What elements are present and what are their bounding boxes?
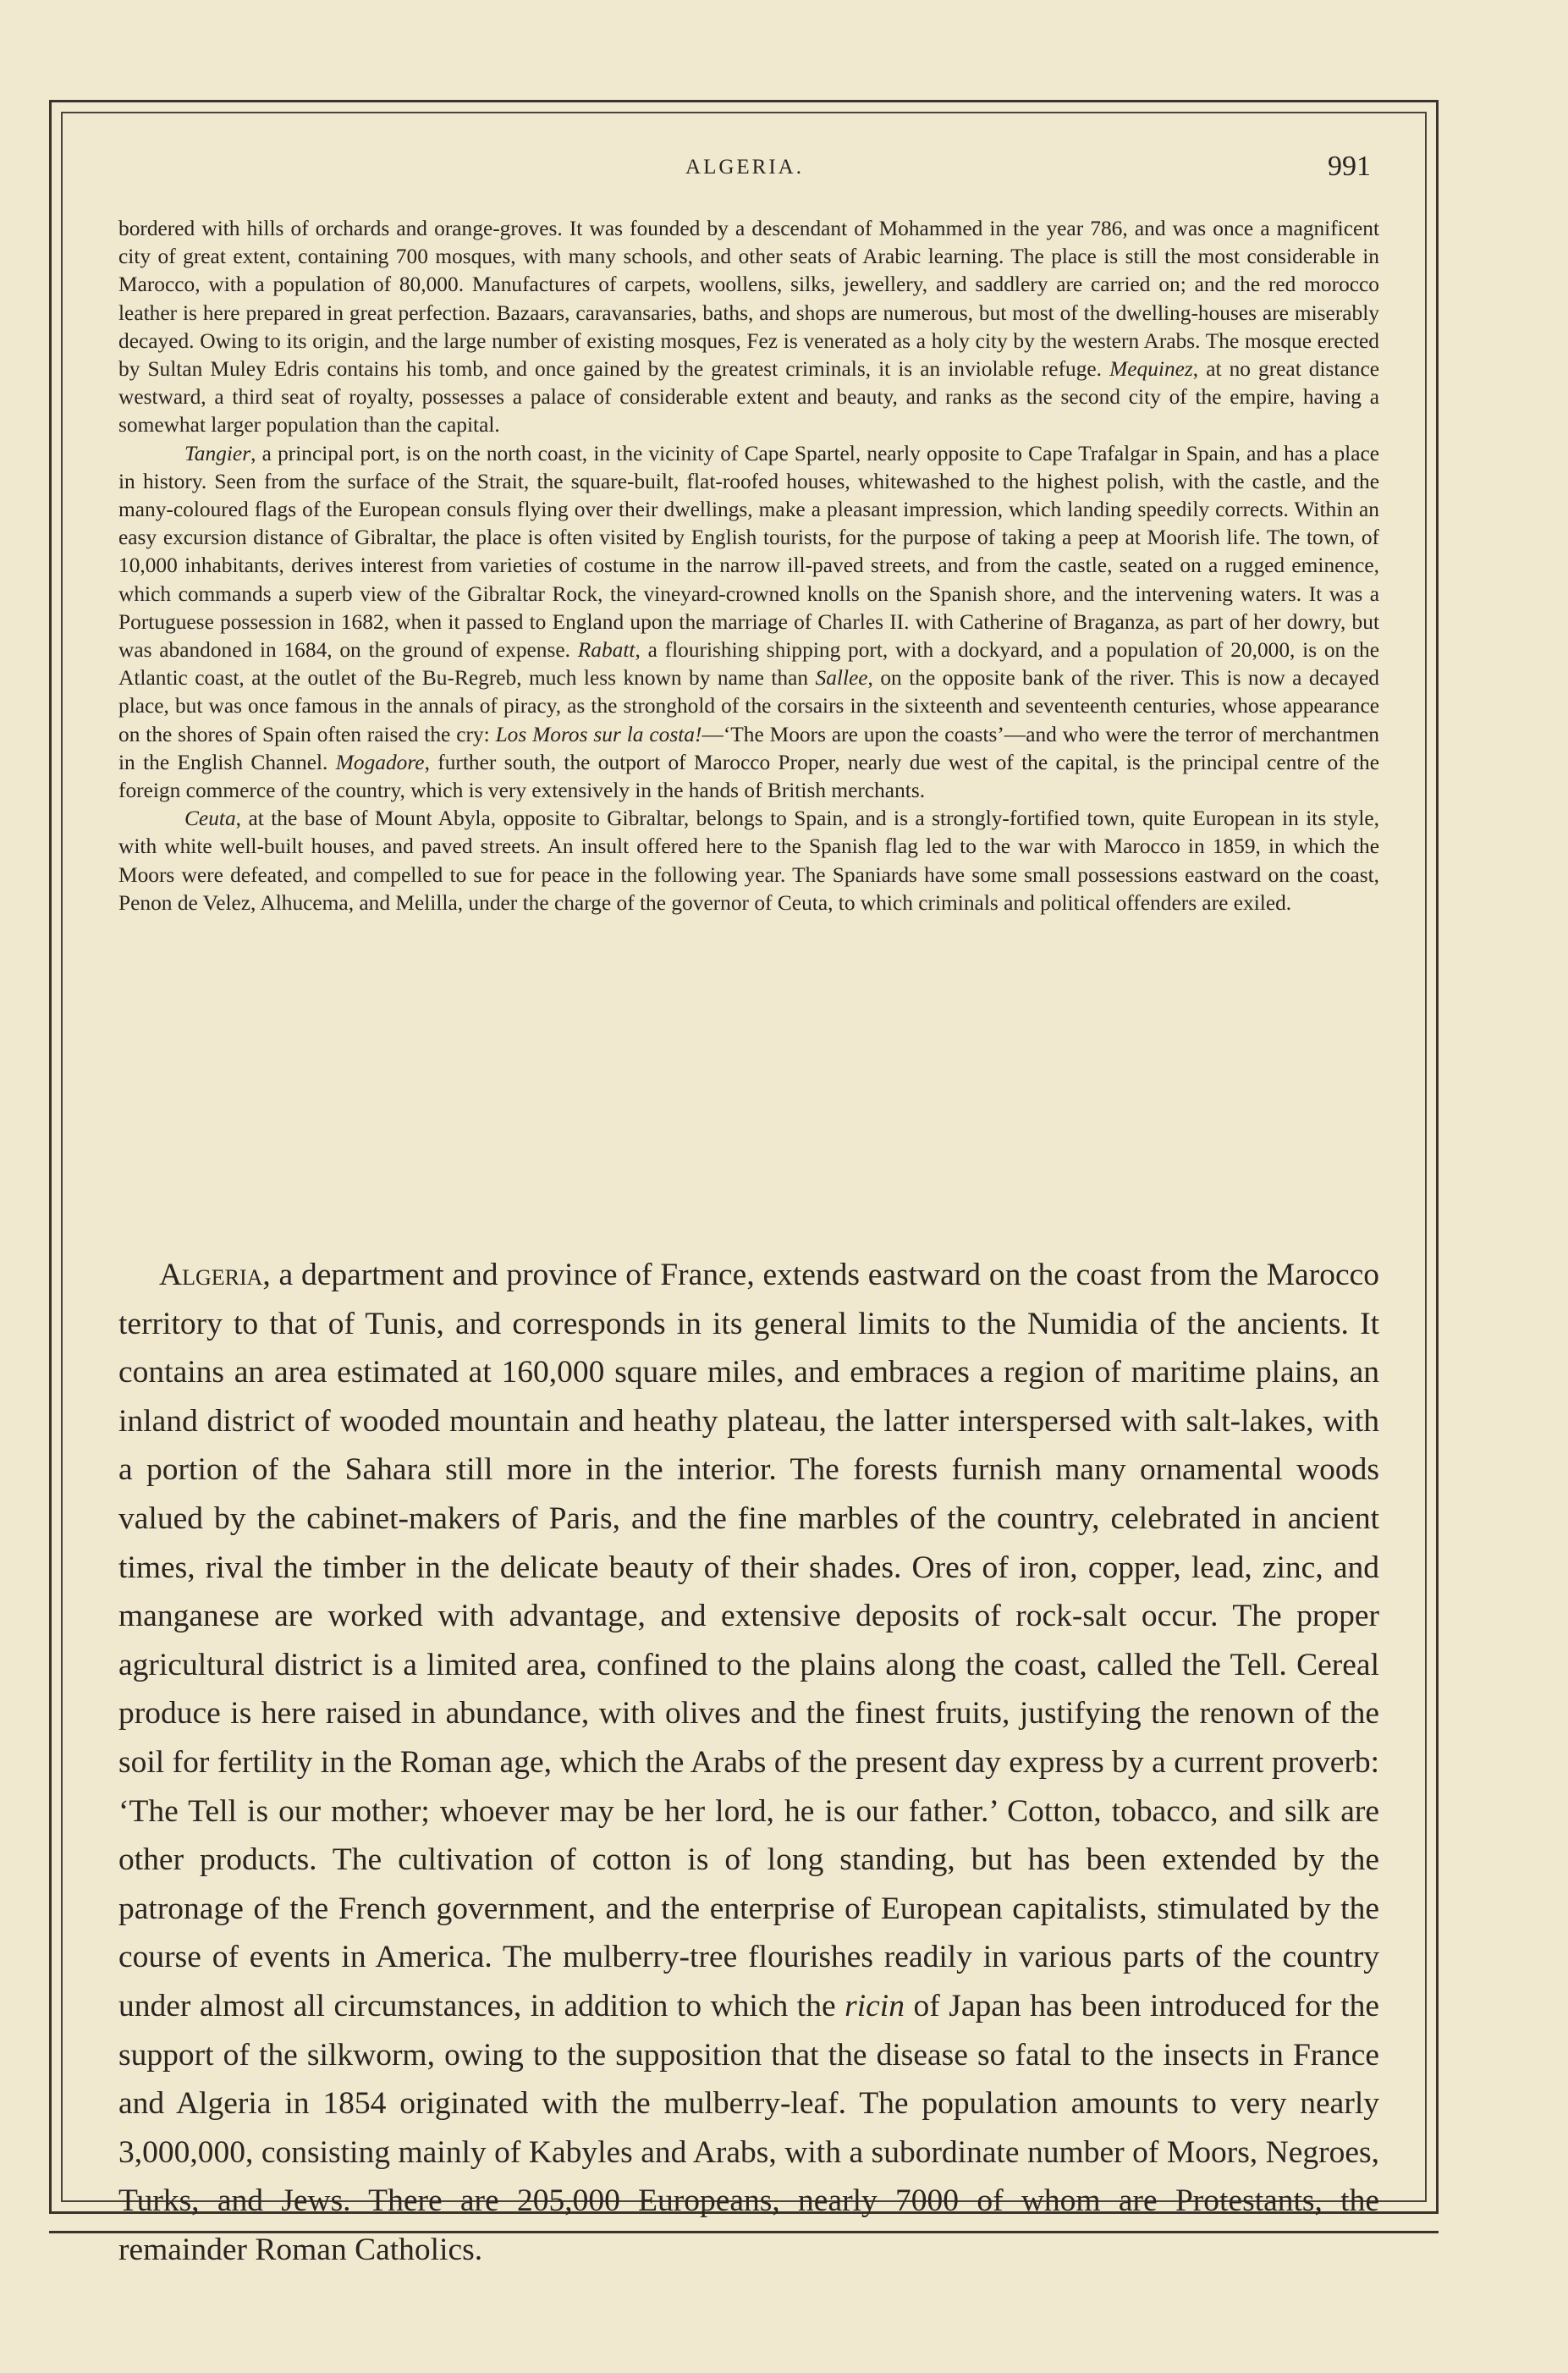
place-name-rabatt: Rabatt [577, 638, 635, 663]
place-name-tangier: Tangier [184, 441, 251, 465]
text-run: , at the base of Mount Abyla, opposite to Gibraltar, belongs to Spain, and is a strongly-fortified town, quite European in its style, with white well-built houses, and paved streets. An insult offered here to the Spanish flag led to the war with Marocco in 1859, in which the Moors were defeated, and compelled to sue for peace in the following year. The Spaniards have some small possessions eastward on the coast, Penon de Velez, Alhucema, and Melilla, under the charge of the governor of Ceuta, to which criminals and political offenders are exiled. [118, 807, 1379, 915]
page-number: 991 [1328, 151, 1371, 182]
text-run: bordered with hills of orchards and orange-groves. It was founded by a descendant of Mohammed in the year 786, and was once a magnificent city of great extent, containing 700 mosques, with many schools, and other seats of Arabic learning. The place is still the most considerable in Marocco, with a population of 80,000. Manufactures of carpets, woollens, silks, jewellery, and saddlery are carried on; and the red morocco leather is here prepared in great perfection. Bazaars, caravansaries, baths, and shops are numerous, but most of the dwelling-houses are miserably decayed. Owing to its origin, and the large number of existing mosques, Fez is venerated as a holy city by the western Arabs. The mosque erected by Sultan Muley Edris contains his tomb, and once gained by the greatest criminals, it is an inviolable refuge. [118, 217, 1379, 382]
paragraph-algeria [118, 1251, 1379, 2274]
place-name-mogadore: Mogadore [335, 750, 425, 774]
term-ricin: ricin [845, 1988, 905, 2023]
algeria-section [118, 1251, 1379, 2274]
text-run: , a principal port, is on the north coast, in the vicinity of Cape Spartel, nearly opposite to Cape Trafalgar in Spain, and has a place in history. Seen from the surface of the Strait, the square-built, flat-roofed houses, whitewashed to the highest polish, with the castle, and the many-coloured flags of the European consuls flying over their dwellings, make a pleasant impression, which landing speedily corrects. Within an easy excursion distance of Gibraltar, the place is often visited by English tourists, for the purpose of taking a peep at Moorish life. The town, of 10,000 inhabitants, derives interest from varieties of costume in the narrow ill-paved streets, and from the castle, seated on a rugged eminence, which commands a superb view of the Gibraltar Rock, the vineyard-crowned knolls on the Spanish shore, and the intervening waters. It was a Portuguese possession in 1682, when it passed to England upon the marriage of Charles II. with Catherine of Braganza, as part of her dowry, but was abandoned in 1684, on the ground of expense. [118, 441, 1379, 663]
text-run: , at no great distance westward, a third seat of royalty, possesses a palace of considerable extent and beauty, and ranks as the second city of the empire, having a somewhat larger population than the capital. [118, 357, 1379, 438]
small-print-section [118, 215, 1379, 917]
running-title: ALGERIA. [685, 156, 804, 179]
paragraph-tangier [118, 440, 1379, 806]
paragraph-fez [118, 215, 1379, 440]
text-run: , a department and province of France, extends eastward on the coast from the Marocco territory to that of Tunis, and corresponds in its general limits to the Numidia of the ancients. It contains an area estimated at 160,000 square miles, and embraces a region of maritime plains, an inland district of wooded mountain and heathy plateau, the latter interspersed with salt-lakes, with a portion of the Sahara still more in the interior. The forests furnish many ornamental woods valued by the cabinet-makers of Paris, and the fine marbles of the country, celebrated in ancient times, rival the timber in the delicate beauty of their shades. Ores of iron, copper, lead, zinc, and manganese are worked with advantage, and extensive deposits of rock-salt occur. The proper agricultural district is a limited area, confined to the plains along the coast, called the Tell. Cereal produce is here raised in abundance, with olives and the finest fruits, justifying the renown of the soil for fertility in the Roman age, which the Arabs of the present day express by a current proverb: ‘The Tell is our mother; whoever may be her lord, he is our father.’ Cotton, tobacco, and silk are other products. The cultivation of cotton is of long standing, but has been extended by the patronage of the French government, and the enterprise of European capitalists, stimulated by the course of events in America. The mulberry-tree flourishes readily in various parts of the country under almost all circumstances, in addition to which the [118, 1258, 1379, 2023]
text-run: , a flourishing shipping port, with a dockyard, and a population of 20,000, is on the Atlantic coast, at the outlet of the Bu-Regreb, much less known by name than [118, 638, 1379, 691]
running-head [118, 151, 1371, 184]
text-run: , further south, the outport of Marocco Proper, nearly due west of the capital, is the principal centre of the foreign commerce of the country, which is very extensively in the hands of British merchants. [118, 750, 1379, 803]
text-run: of Japan has been introduced for the support of the silkworm, owing to the supposition that the disease so fatal to the insects in France and Algeria in 1854 originated with the mulberry-leaf. The population amounts to very nearly 3,000,000, consisting mainly of Kabyles and Arabs, with a subordinate number of Moors, Negroes, Turks, and Jews. There are 205,000 Europeans, nearly 7000 of whom are Protestants, the remainder Roman Catholics. [118, 1988, 1379, 2267]
place-name-mequinez: Mequinez [1109, 357, 1193, 382]
paragraph-ceuta [118, 805, 1379, 917]
lead-word-algeria: Algeria [159, 1258, 263, 1292]
quote-los-moros: Los Moros sur la costa! [495, 722, 702, 746]
place-name-ceuta: Ceuta [184, 807, 236, 831]
text-run: —‘The Moors are upon the coasts’—and who were the terror of merchantmen in the English Channel. [118, 722, 1379, 774]
place-name-sallee: Sallee [815, 666, 868, 691]
text-run: , on the opposite bank of the river. This is now a decayed place, but was once famous in the annals of piracy, as the stronghold of the corsairs in the sixteenth and seventeenth centuries, whose appearance on the shores of Spain often raised the cry: [118, 666, 1380, 746]
